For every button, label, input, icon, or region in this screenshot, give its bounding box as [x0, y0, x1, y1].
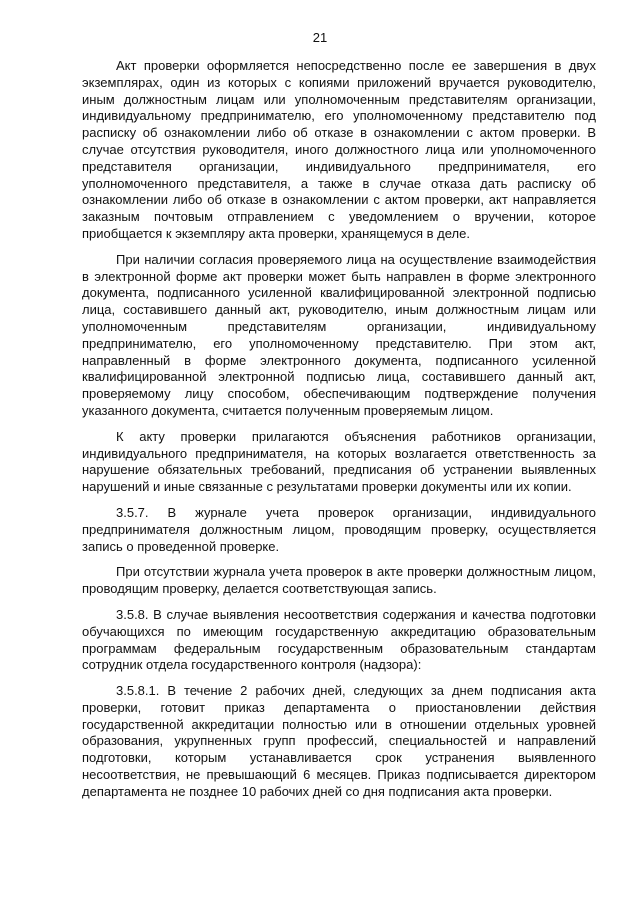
- paragraph-act-handover: Акт проверки оформляется непосредственно после ее завершения в двух экземплярах, один из которых с копиями приложений вручается руководителю, иным должностным лицам или уполномоченным представителям организации, индивидуальному предпринимателю, его уполномоченному представителю под расписку об ознакомлении либо об отказе в ознакомлении с актом проверки. В случае отсутствия руководителя, иного должностного лица или уполномоченного представителя организации, индивидуального предпринимателя, его уполномоченного представителя, а также в случае отказа дать расписку об ознакомлении либо об отказе в ознакомлении с актом проверки, акт направляется заказным почтовым отправлением с уведомлением о вручении, которое приобщается к экземпляру акта проверки, хранящемуся в деле.: [82, 58, 596, 241]
- paragraph-3-5-8-1: 3.5.8.1. В течение 2 рабочих дней, следующих за днем подписания акта проверки, готовит приказ департамента о приостановлении действия государственной аккредитации полностью или в отношении отдельных уровней образования, укрупненных групп профессий, специальностей и направлений подготовки, которым устанавливается срок устранения выявленного несоответствия, не превышающий 6 месяцев. Приказ подписывается директором департамента не позднее 10 рабочих дней со дня подписания акта проверки.: [82, 683, 596, 799]
- page-number: 21: [312, 30, 328, 45]
- paragraph-3-5-8: 3.5.8. В случае выявления несоответствия содержания и качества подготовки обучающихся по имеющим государственную аккредитацию образовательным программам федеральным государственным образовательным стандартам сотрудник отдела государственного контроля (надзора):: [82, 606, 596, 673]
- paragraph-3-5-7: 3.5.7. В журнале учета проверок организации, индивидуального предпринимателя должностным лицом, проводящим проверку, осуществляется запись о проведенной проверке.: [82, 504, 596, 554]
- document-body: [82, 58, 596, 810]
- paragraph-attachments: К акту проверки прилагаются объяснения работников организации, индивидуального предпринимателя, на которых возлагается ответственность за нарушение обязательных требований, предписания об устранении выявленных нарушений и иные связанные с результатами проверки документы или их копии.: [82, 428, 596, 495]
- paragraph-no-journal: При отсутствии журнала учета проверок в акте проверки должностным лицом, проводящим проверку, делается соответствующая запись.: [82, 564, 596, 597]
- paragraph-electronic-delivery: При наличии согласия проверяемого лица на осуществление взаимодействия в электронной форме акт проверки может быть направлен в форме электронного документа, подписанного усиленной квалифицированной электронной подписью лица, составившего данный акт, руководителю, иным должностным лицам или уполномоченным представителям организации, индивидуальному предпринимателю, его уполномоченному представителю. При этом акт, направленный в форме электронного документа, подписанного усиленной квалифицированной электронной подписью лица, составившего данный акт, проверяемому лицу способом, обеспечивающим подтверждение получения указанного документа, считается полученным проверяемым лицом.: [82, 251, 596, 418]
